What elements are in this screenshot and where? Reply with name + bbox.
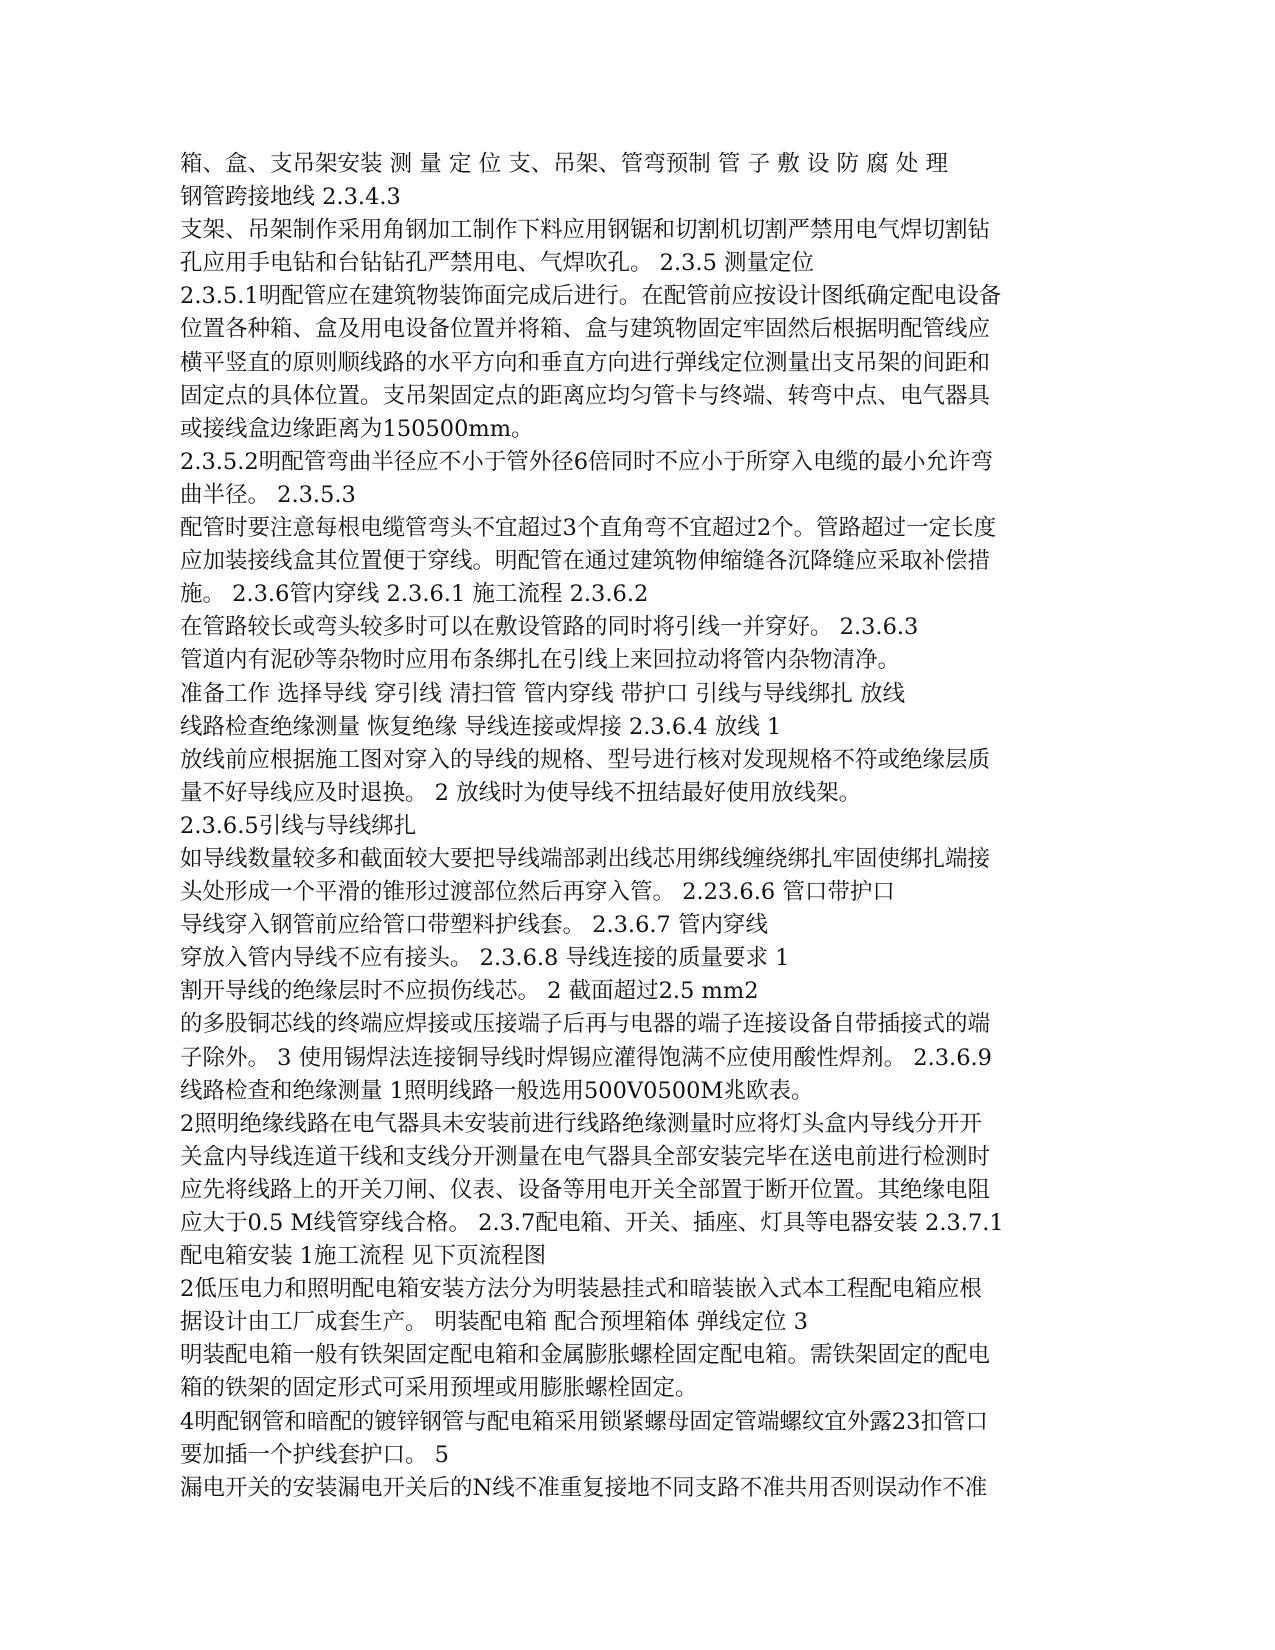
text-line: 横平竖直的原则顺线路的水平方向和垂直方向进行弹线定位测量出支吊架的间距和 xyxy=(180,349,991,376)
text-line: 在管路较长或弯头较多时可以在敷设管路的同时将引线一并穿好。 2.3.6.3 xyxy=(180,614,919,641)
text-line: 2.3.5.1明配管应在建筑物装饰面完成后进行。在配管前应按设计图纸确定配电设备 xyxy=(180,283,1002,310)
text-line: 如导线数量较多和截面较大要把导线端部剥出线芯用绑线缠绕绑扎牢固使绑扎端接 xyxy=(180,845,991,872)
text-line: 穿放入管内导线不应有接头。 2.3.6.8 导线连接的质量要求 1 xyxy=(180,945,790,972)
text-line: 位置各种箱、盒及用电设备位置并将箱、盒与建筑物固定牢固然后根据明配管线应 xyxy=(180,316,991,343)
text-line: 头处形成一个平滑的锥形过渡部位然后再穿入管。 2.23.6.6 管口带护口 xyxy=(180,879,895,906)
text-line: 钢管跨接地线 2.3.4.3 xyxy=(180,184,401,211)
text-line: 曲半径。 2.3.5.3 xyxy=(180,481,356,508)
text-line: 支架、吊架制作采用角钢加工制作下料应用钢锯和切割机切割严禁用电气焊切割钻 xyxy=(180,217,991,244)
text-line: 配管时要注意每根电缆管弯头不宜超过3个直角弯不宜超过2个。管路超过一定长度 xyxy=(180,515,997,542)
text-line: 或接线盒边缘距离为150500mm。 xyxy=(180,415,534,442)
text-line: 管道内有泥砂等杂物时应用布条绑扎在引线上来回拉动将管内杂物清净。 xyxy=(180,647,901,674)
text-line: 线路检查绝缘测量 恢复绝缘 导线连接或焊接 2.3.6.4 放线 1 xyxy=(180,713,782,740)
text-line: 线路检查和绝缘测量 1照明线路一般选用500V0500M兆欧表。 xyxy=(180,1077,814,1104)
text-line: 应加装接线盒其位置便于穿线。明配管在通过建筑物伸缩缝各沉降缝应采取补偿措 xyxy=(180,548,991,575)
text-line: 导线穿入钢管前应给管口带塑料护线套。 2.3.6.7 管内穿线 xyxy=(180,912,769,939)
text-line: 2.3.6.5引线与导线绑扎 xyxy=(180,812,417,839)
text-line: 箱的铁架的固定形式可采用预埋或用膨胀螺栓固定。 xyxy=(180,1375,698,1402)
text-line: 应先将线路上的开关刀闸、仪表、设备等用电开关全部置于断开位置。其绝缘电阻 xyxy=(180,1176,991,1203)
text-line: 箱、盒、支吊架安装 测 量 定 位 支、吊架、管弯预制 管 子 敷 设 防 腐 处 理 xyxy=(180,151,948,177)
text-line: 漏电开关的安装漏电开关后的N线不准重复接地不同支路不准共用否则误动作不准 xyxy=(180,1474,988,1501)
text-line: 关盒内导线连道干线和支线分开测量在电气器具全部安装完毕在送电前进行检测时 xyxy=(180,1143,991,1170)
text-line: 施。 2.3.6管内穿线 2.3.6.1 施工流程 2.3.6.2 xyxy=(180,581,649,608)
text-line: 2照明绝缘线路在电气器具未安装前进行线路绝缘测量时应将灯头盒内导线分开开 xyxy=(180,1110,982,1137)
text-line: 明装配电箱一般有铁架固定配电箱和金属膨胀螺栓固定配电箱。需铁架固定的配电 xyxy=(180,1342,991,1369)
text-line: 量不好导线应及时退换。 2 放线时为使导线不扭结最好使用放线架。 xyxy=(180,779,862,806)
text-line: 子除外。 3 使用锡焊法连接铜导线时焊锡应灌得饱满不应使用酸性焊剂。 2.3.6.9 xyxy=(180,1044,992,1071)
text-line: 准备工作 选择导线 穿引线 清扫管 管内穿线 带护口 引线与导线绑扎 放线 xyxy=(180,680,906,707)
text-line: 的多股铜芯线的终端应焊接或压接端子后再与电器的端子连接设备自带插接式的端 xyxy=(180,1011,991,1038)
text-line: 4明配钢管和暗配的镀锌钢管与配电箱采用锁紧螺母固定管端螺纹宜外露23扣管口 xyxy=(180,1408,988,1435)
text-line: 固定点的具体位置。支吊架固定点的距离应均匀管卡与终端、转弯中点、电气器具 xyxy=(180,382,991,409)
text-line: 要加插一个护线套护口。 5 xyxy=(180,1441,449,1468)
text-line: 放线前应根据施工图对穿入的导线的规格、型号进行核对发现规格不符或绝缘层质 xyxy=(180,746,991,773)
body-text xyxy=(180,148,1100,1505)
text-line: 孔应用手电钻和台钻钻孔严禁用电、气焊吹孔。 2.3.5 测量定位 xyxy=(180,250,815,277)
text-line: 据设计由工厂成套生产。 明装配电箱 配合预埋箱体 弹线定位 3 xyxy=(180,1309,808,1336)
text-line: 应大于0.5 M线管穿线合格。 2.3.7配电箱、开关、插座、灯具等电器安装 2.3.7.1 xyxy=(180,1210,1004,1236)
text-line: 割开导线的绝缘层时不应损伤线芯。 2 截面超过2.5 mm2 xyxy=(180,978,759,1005)
text-line: 配电箱安装 1施工流程 见下页流程图 xyxy=(180,1243,547,1270)
text-line: 2.3.5.2明配管弯曲半径应不小于管外径6倍同时不应小于所穿入电缆的最小允许弯 xyxy=(180,448,994,475)
text-line: 2低压电力和照明配电箱安装方法分为明装悬挂式和暗装嵌入式本工程配电箱应根 xyxy=(180,1276,982,1303)
